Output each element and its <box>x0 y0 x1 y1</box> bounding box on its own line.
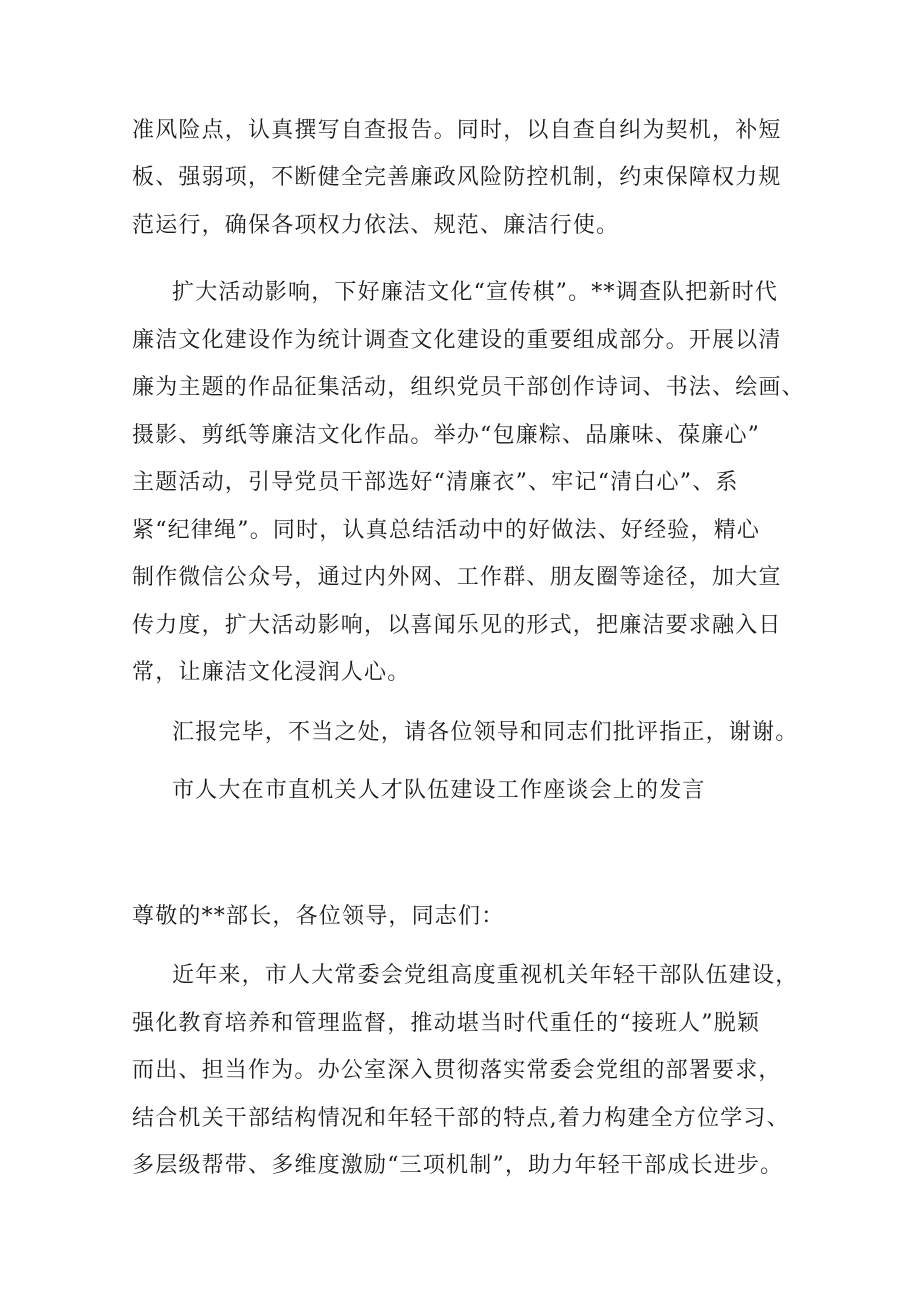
paragraph-6-line-4: 结合机关干部结构情况和年轻干部的特点,着力构建全方位学习、 <box>132 1106 790 1131</box>
paragraph-1-line-1: 准风险点，认真撰写自查报告。同时，以自查自纠为契机，补短 <box>132 118 782 143</box>
paragraph-2-line-8: 传力度，扩大活动影响，以喜闻乐见的形式，把廉洁要求融入日 <box>132 613 782 638</box>
paragraph-2-line-9: 常，让廉洁文化浸润人心。 <box>132 660 411 685</box>
salutation: 尊敬的**部长，各位领导，同志们： <box>132 904 505 929</box>
paragraph-2-line-1: 扩大活动影响，下好廉洁文化“宣传棋”。**调查队把新时代 <box>172 280 779 305</box>
paragraph-2-line-5: 主题活动，引导党员干部选好“清廉衣”、牢记“清白心”、系 <box>132 470 739 495</box>
paragraph-1-line-2: 板、强弱项，不断健全完善廉政风险防控机制，约束保障权力规 <box>132 165 782 190</box>
paragraph-6-line-5: 多层级帮带、多维度激励“三项机制”，助力年轻干部成长进步。 <box>132 1153 784 1178</box>
paragraph-2-line-6: 紧“纪律绳”。同时，认真总结活动中的好做法、好经验，精心 <box>132 518 761 543</box>
paragraph-2-line-3: 廉为主题的作品征集活动，组织党员干部创作诗词、书法、绘画、 <box>132 375 805 400</box>
speech-title: 市人大在市直机关人才队伍建设工作座谈会上的发言 <box>172 778 706 803</box>
paragraph-6-line-1: 近年来，市人大常委会党组高度重视机关年轻干部队伍建设， <box>172 963 799 988</box>
paragraph-6-line-2: 强化教育培养和管理监督，推动堪当时代重任的“接班人”脱颖 <box>132 1011 761 1036</box>
closing-remark: 汇报完毕，不当之处，请各位领导和同志们批评指正，谢谢。 <box>172 720 799 745</box>
paragraph-2-line-4: 摄影、剪纸等廉洁文化作品。举办“包廉粽、品廉味、葆廉心” <box>132 423 761 448</box>
paragraph-2-line-2: 廉洁文化建设作为统计调查文化建设的重要组成部分。开展以清 <box>132 328 782 353</box>
paragraph-6-line-3: 而出、担当作为。办公室深入贯彻落实常委会党组的部署要求， <box>132 1058 782 1083</box>
paragraph-1-line-3: 范运行，确保各项权力依法、规范、廉洁行使。 <box>132 213 620 238</box>
paragraph-2-line-7: 制作微信公众号，通过内外网、工作群、朋友圈等途径，加大宣 <box>132 565 782 590</box>
